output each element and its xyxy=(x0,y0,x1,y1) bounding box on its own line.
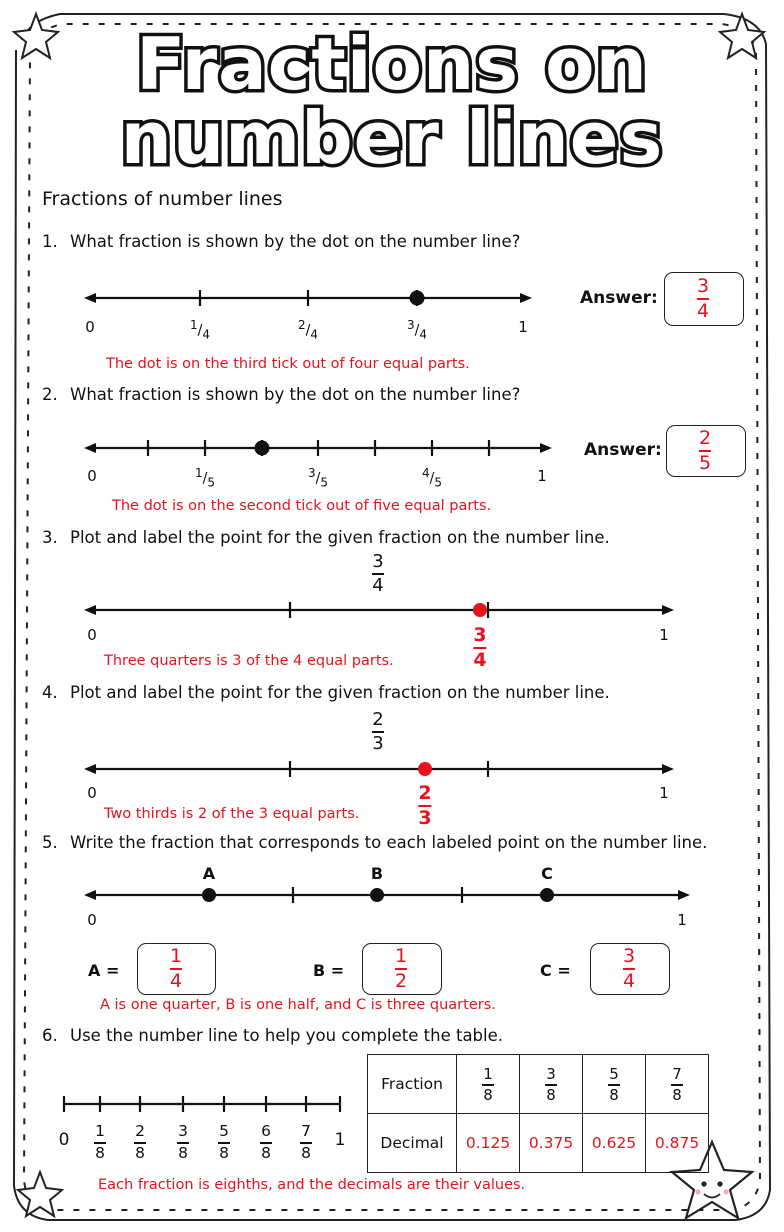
q5-b-label: B = xyxy=(313,961,345,980)
q5-c-label: C = xyxy=(540,961,571,980)
table-cell-decimal[interactable]: 0.375 xyxy=(520,1114,583,1173)
table-cell-fraction: $\frac{7}{8}$ xyxy=(646,1055,709,1114)
q2-zero-label: 0 xyxy=(87,467,97,485)
q1-one-label: 1 xyxy=(518,318,528,336)
q6-line-fraction: 1 8 xyxy=(95,1122,105,1162)
q5-b-answer: 1 2 xyxy=(394,945,408,992)
q5-zero-label: 0 xyxy=(87,911,97,929)
q6-line-fraction: 6 8 xyxy=(261,1122,271,1162)
q1-tick-label: $^1/_4$ xyxy=(190,318,210,342)
q5-number: 5. xyxy=(42,833,58,852)
q1-answer-label: Answer: xyxy=(580,288,658,308)
table-cell-decimal[interactable]: 0.875 xyxy=(646,1114,709,1173)
q2-tick-label: $^4/_5$ xyxy=(422,466,442,490)
page-title-line1: Fractions on xyxy=(136,22,648,106)
page-title-line2: number lines xyxy=(120,96,664,180)
q5-question: Write the fraction that corresponds to each labeled point on the number line. xyxy=(70,833,708,852)
q6-line-fraction: 2 8 xyxy=(135,1122,145,1162)
q5-point-c-label: C xyxy=(541,864,553,883)
q1-zero-label: 0 xyxy=(85,318,95,336)
q6-line-fraction: 5 8 xyxy=(219,1122,229,1162)
q1-tick-label: $^3/_4$ xyxy=(407,318,427,342)
table-cell-decimal[interactable]: 0.625 xyxy=(583,1114,646,1173)
q3-zero-label: 0 xyxy=(87,626,97,644)
q4-number: 4. xyxy=(42,683,58,702)
q2-number: 2. xyxy=(42,385,58,404)
q4-given-fraction: 2 3 xyxy=(372,709,384,754)
q6-question: Use the number line to help you complete the table. xyxy=(70,1026,504,1045)
q4-zero-label: 0 xyxy=(87,784,97,802)
table-row xyxy=(368,1055,709,1114)
q1-note: The dot is on the third tick out of four equal parts. xyxy=(106,356,470,372)
q1-answer-fraction: 3 4 xyxy=(696,275,710,322)
q5-point-a-label: A xyxy=(202,864,216,883)
q2-answer-fraction: 2 5 xyxy=(698,427,712,474)
q5-a-label: A = xyxy=(88,961,120,980)
table-cell-fraction: $\frac{3}{8}$ xyxy=(520,1055,583,1114)
q5-a-answer: 1 4 xyxy=(169,945,183,992)
table-cell-fraction: $\frac{1}{8}$ xyxy=(457,1055,520,1114)
q5-c-answer: 3 4 xyxy=(622,945,636,992)
q4-question: Plot and label the point for the given fraction on the number line. xyxy=(70,683,610,702)
q1-question: What fraction is shown by the dot on the number line? xyxy=(70,232,521,251)
q4-one-label: 1 xyxy=(659,784,669,802)
q3-note: Three quarters is 3 of the 4 equal parts. xyxy=(104,653,394,669)
q6-note: Each fraction is eighths, and the decimals are their values. xyxy=(98,1177,526,1193)
fraction-decimal-table xyxy=(367,1054,709,1173)
q3-one-label: 1 xyxy=(659,626,669,644)
q2-note: The dot is on the second tick out of five equal parts. xyxy=(112,498,492,514)
q4-plotted-label: 2 3 xyxy=(418,782,432,829)
q6-one-label: 1 xyxy=(334,1130,346,1150)
q5-one-label: 1 xyxy=(677,911,687,929)
q1-tick-label: $^2/_4$ xyxy=(298,318,318,342)
q3-number: 3. xyxy=(42,528,58,547)
q6-line-fraction: 3 8 xyxy=(178,1122,188,1162)
q3-question: Plot and label the point for the given fraction on the number line. xyxy=(70,528,610,547)
q2-tick-label: $^1/_5$ xyxy=(195,466,215,490)
table-header-fraction: Fraction xyxy=(368,1055,457,1114)
q1-number: 1. xyxy=(42,232,58,251)
table-row xyxy=(368,1114,709,1173)
q5-note: A is one quarter, B is one half, and C is three quarters. xyxy=(100,997,496,1013)
table-header-decimal: Decimal xyxy=(368,1114,457,1173)
table-cell-fraction: $\frac{5}{8}$ xyxy=(583,1055,646,1114)
q5-point-b-label: B xyxy=(370,864,384,883)
q2-answer-label: Answer: xyxy=(584,440,662,460)
table-cell-decimal[interactable]: 0.125 xyxy=(457,1114,520,1173)
q6-line-fraction: 7 8 xyxy=(301,1122,311,1162)
q6-zero-label: 0 xyxy=(58,1130,70,1150)
q3-plotted-label: 3 4 xyxy=(473,624,487,671)
q2-one-label: 1 xyxy=(537,467,547,485)
q2-tick-label: $^3/_5$ xyxy=(308,466,328,490)
q4-note: Two thirds is 2 of the 3 equal parts. xyxy=(104,806,360,822)
q2-question: What fraction is shown by the dot on the number line? xyxy=(70,385,521,404)
section-subtitle: Fractions of number lines xyxy=(42,188,283,210)
q6-number: 6. xyxy=(42,1026,58,1045)
q3-given-fraction: 3 4 xyxy=(372,551,384,596)
